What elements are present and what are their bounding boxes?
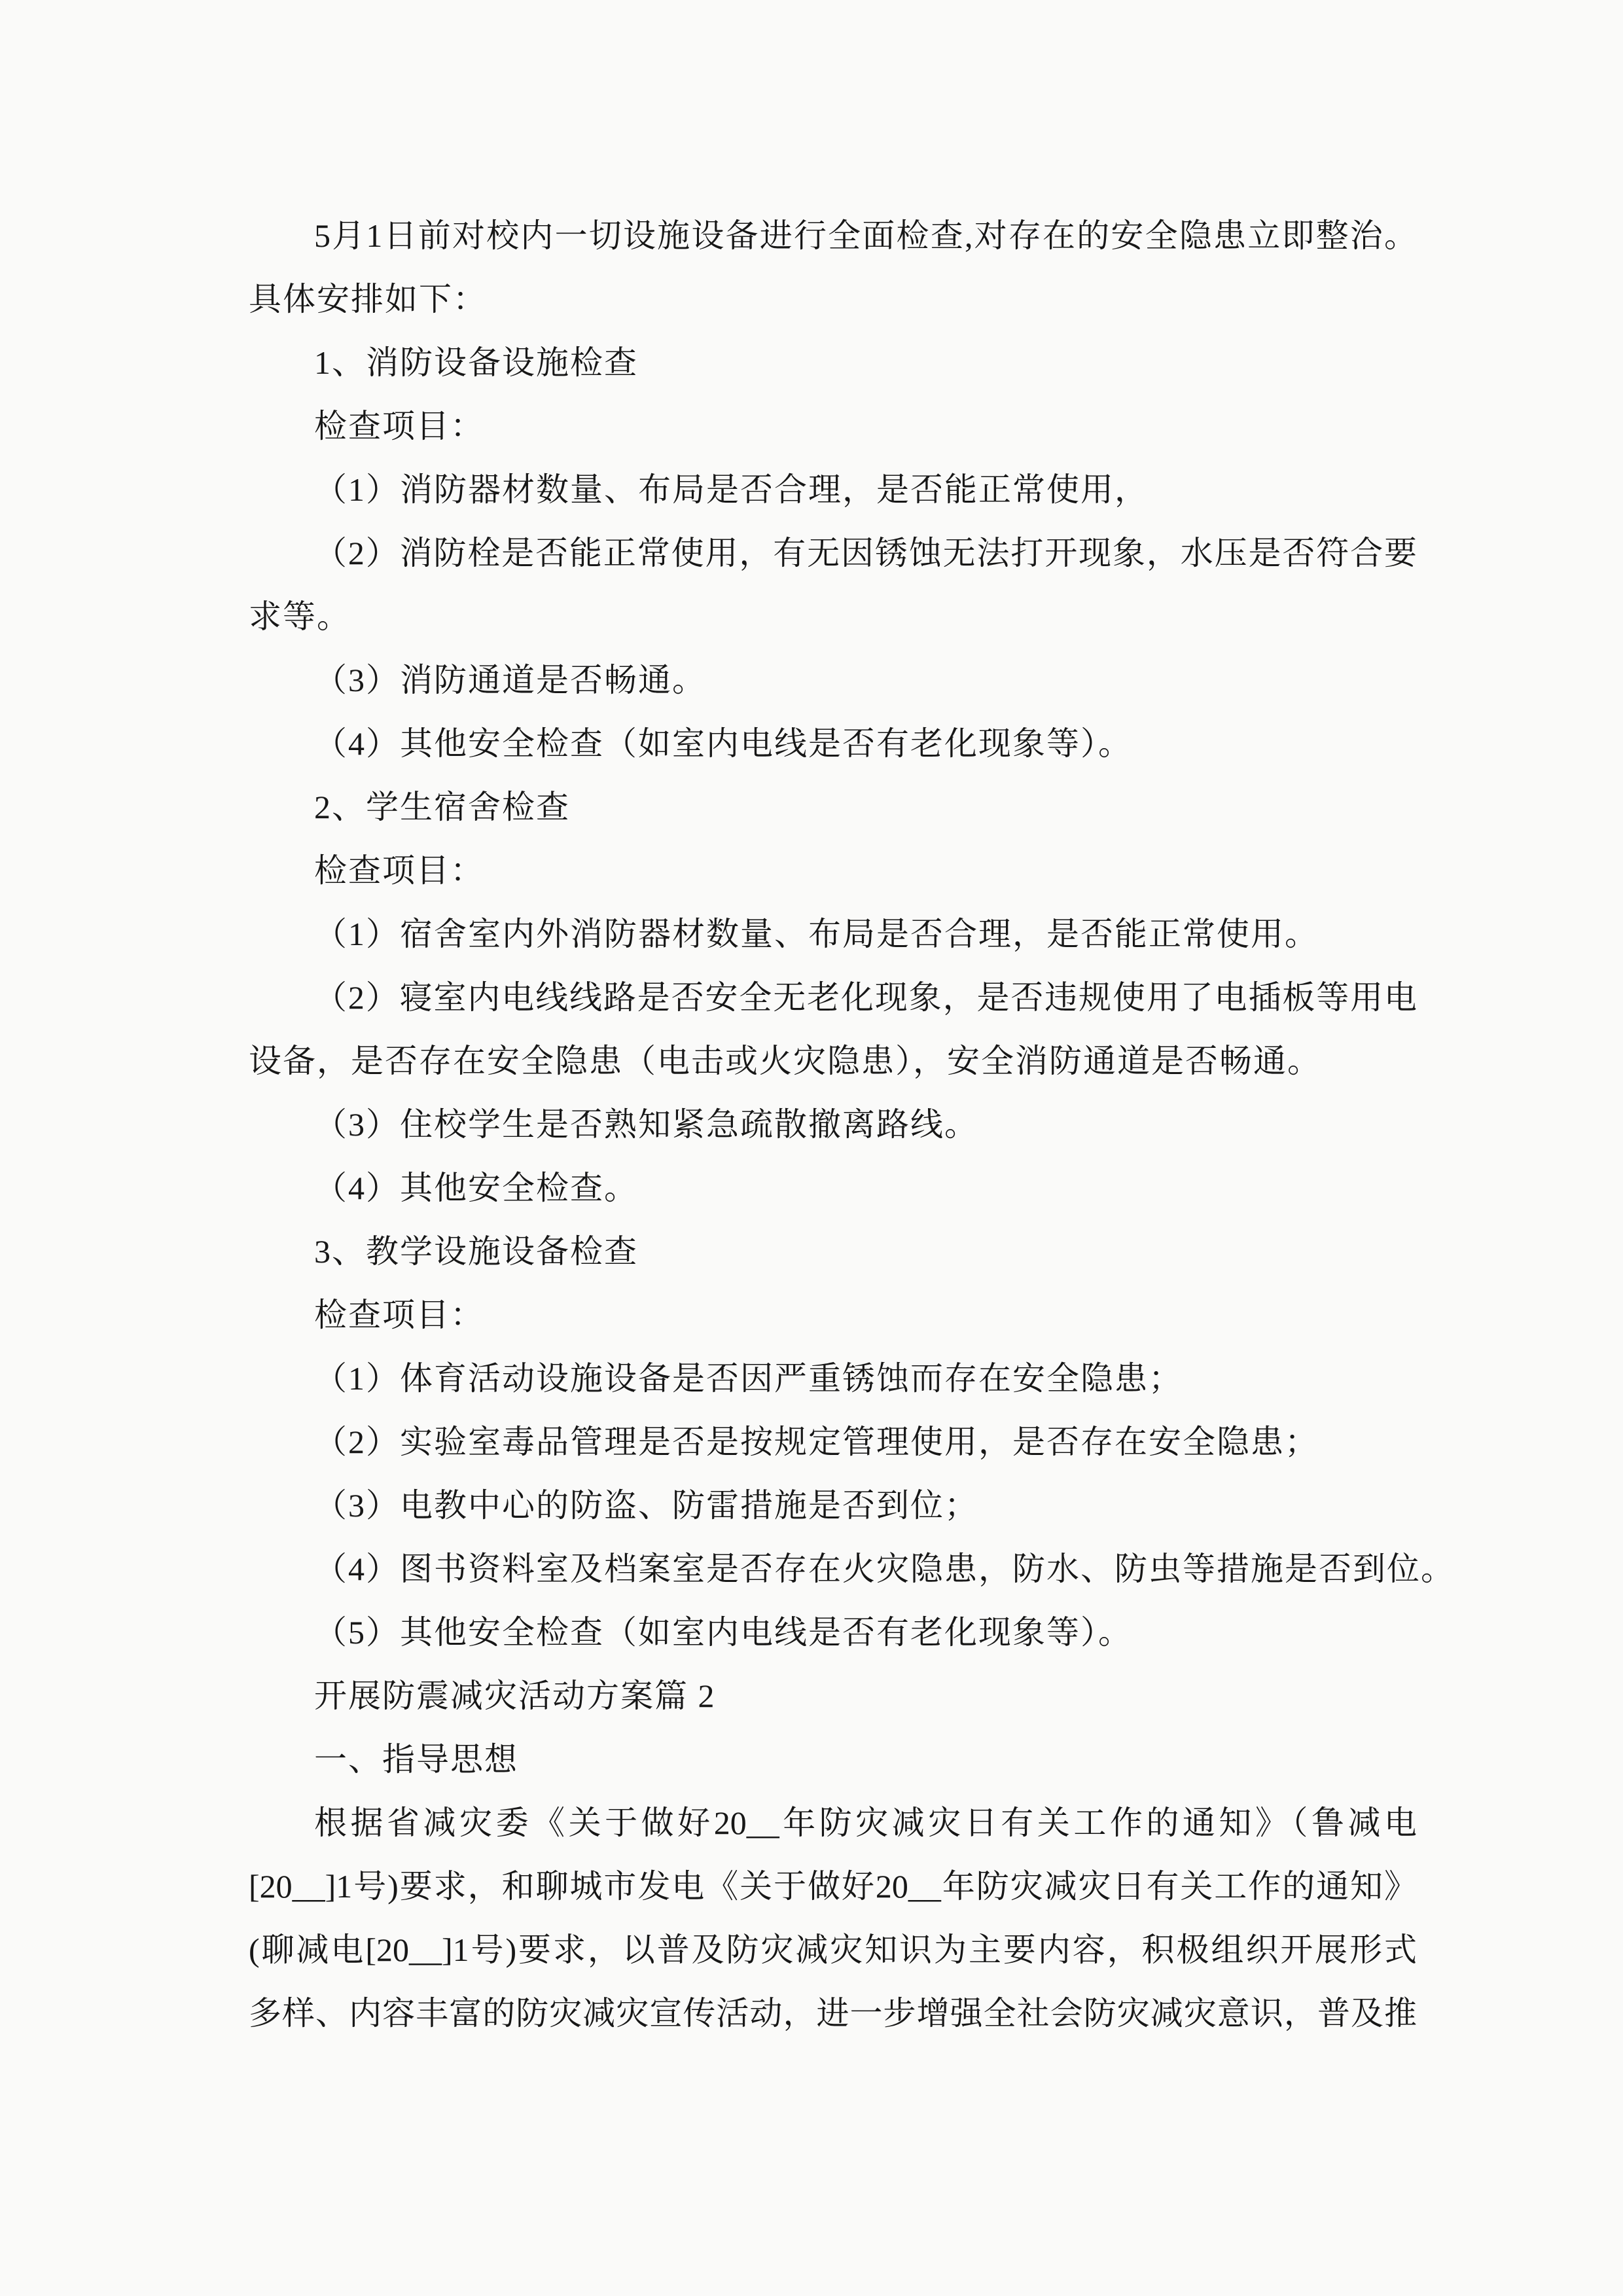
text-line-10: 2、学生宿舍检查: [314, 789, 570, 825]
text-line-18: 检查项目：: [314, 1297, 484, 1333]
text-line-28: (聊减电[20__]1号)要求，以普及防灾减灾知识为主要内容，积极组织开展形式: [249, 1931, 1417, 1968]
document-body: [249, 204, 1455, 2045]
text-line-27: [20__]1号)要求，和聊城市发电《关于做好20__年防灾减灾日有关工作的通知》: [249, 1868, 1417, 1905]
text-line-3: 1、消防设备设施检查: [314, 344, 638, 381]
text-line-12: （1）宿舍室内外消防器材数量、布局是否合理，是否能正常使用。: [314, 916, 1319, 952]
text-line-2: 具体安排如下：: [249, 281, 487, 317]
text-line-6: （2）消防栓是否能正常使用，有无因锈蚀无法打开现象，水压是否符合要: [314, 535, 1417, 571]
text-line-7: 求等。: [249, 598, 351, 635]
text-line-5: （1）消防器材数量、布局是否合理，是否能正常使用，: [314, 471, 1149, 508]
text-line-9: （4）其他安全检查（如室内电线是否有老化现象等）。: [314, 725, 1132, 762]
text-line-16: （4）其他安全检查。: [314, 1170, 638, 1206]
text-line-17: 3、教学设施设备检查: [314, 1233, 638, 1270]
text-line-13: （2）寝室内电线线路是否安全无老化现象，是否违规使用了电插板等用电: [314, 979, 1417, 1016]
text-line-21: （3）电教中心的防盗、防雷措施是否到位；: [314, 1487, 978, 1524]
text-line-20: （2）实验室毒品管理是否是按规定管理使用，是否存在安全隐患；: [314, 1424, 1319, 1460]
text-line-14: 设备，是否存在安全隐患（电击或火灾隐患），安全消防通道是否畅通。: [249, 1043, 1321, 1079]
text-line-15: （3）住校学生是否熟知紧急疏散撤离路线。: [314, 1106, 978, 1143]
text-line-19: （1）体育活动设施设备是否因严重锈蚀而存在安全隐患；: [314, 1360, 1183, 1397]
text-line-22: （4）图书资料室及档案室是否存在火灾隐患，防水、防虫等措施是否到位。: [314, 1551, 1455, 1587]
text-line-24: 开展防震减灾活动方案篇 2: [314, 1677, 716, 1714]
text-line-25: 一、指导思想: [314, 1741, 518, 1778]
text-line-11: 检查项目：: [314, 852, 484, 889]
text-line-8: （3）消防通道是否畅通。: [314, 662, 706, 698]
text-line-29: 多样、内容丰富的防灾减灾宣传活动，进一步增强全社会防灾减灾意识，普及推: [249, 1995, 1417, 2032]
text-line-4: 检查项目：: [314, 408, 484, 444]
text-line-23: （5）其他安全检查（如室内电线是否有老化现象等）。: [314, 1614, 1132, 1651]
text-line-1: 5月1日前对校内一切设施设备进行全面检查,对存在的安全隐患立即整治。: [314, 217, 1417, 254]
text-line-26: 根据省减灾委《关于做好20__年防灾减灾日有关工作的通知》（鲁减电: [314, 1804, 1417, 1841]
